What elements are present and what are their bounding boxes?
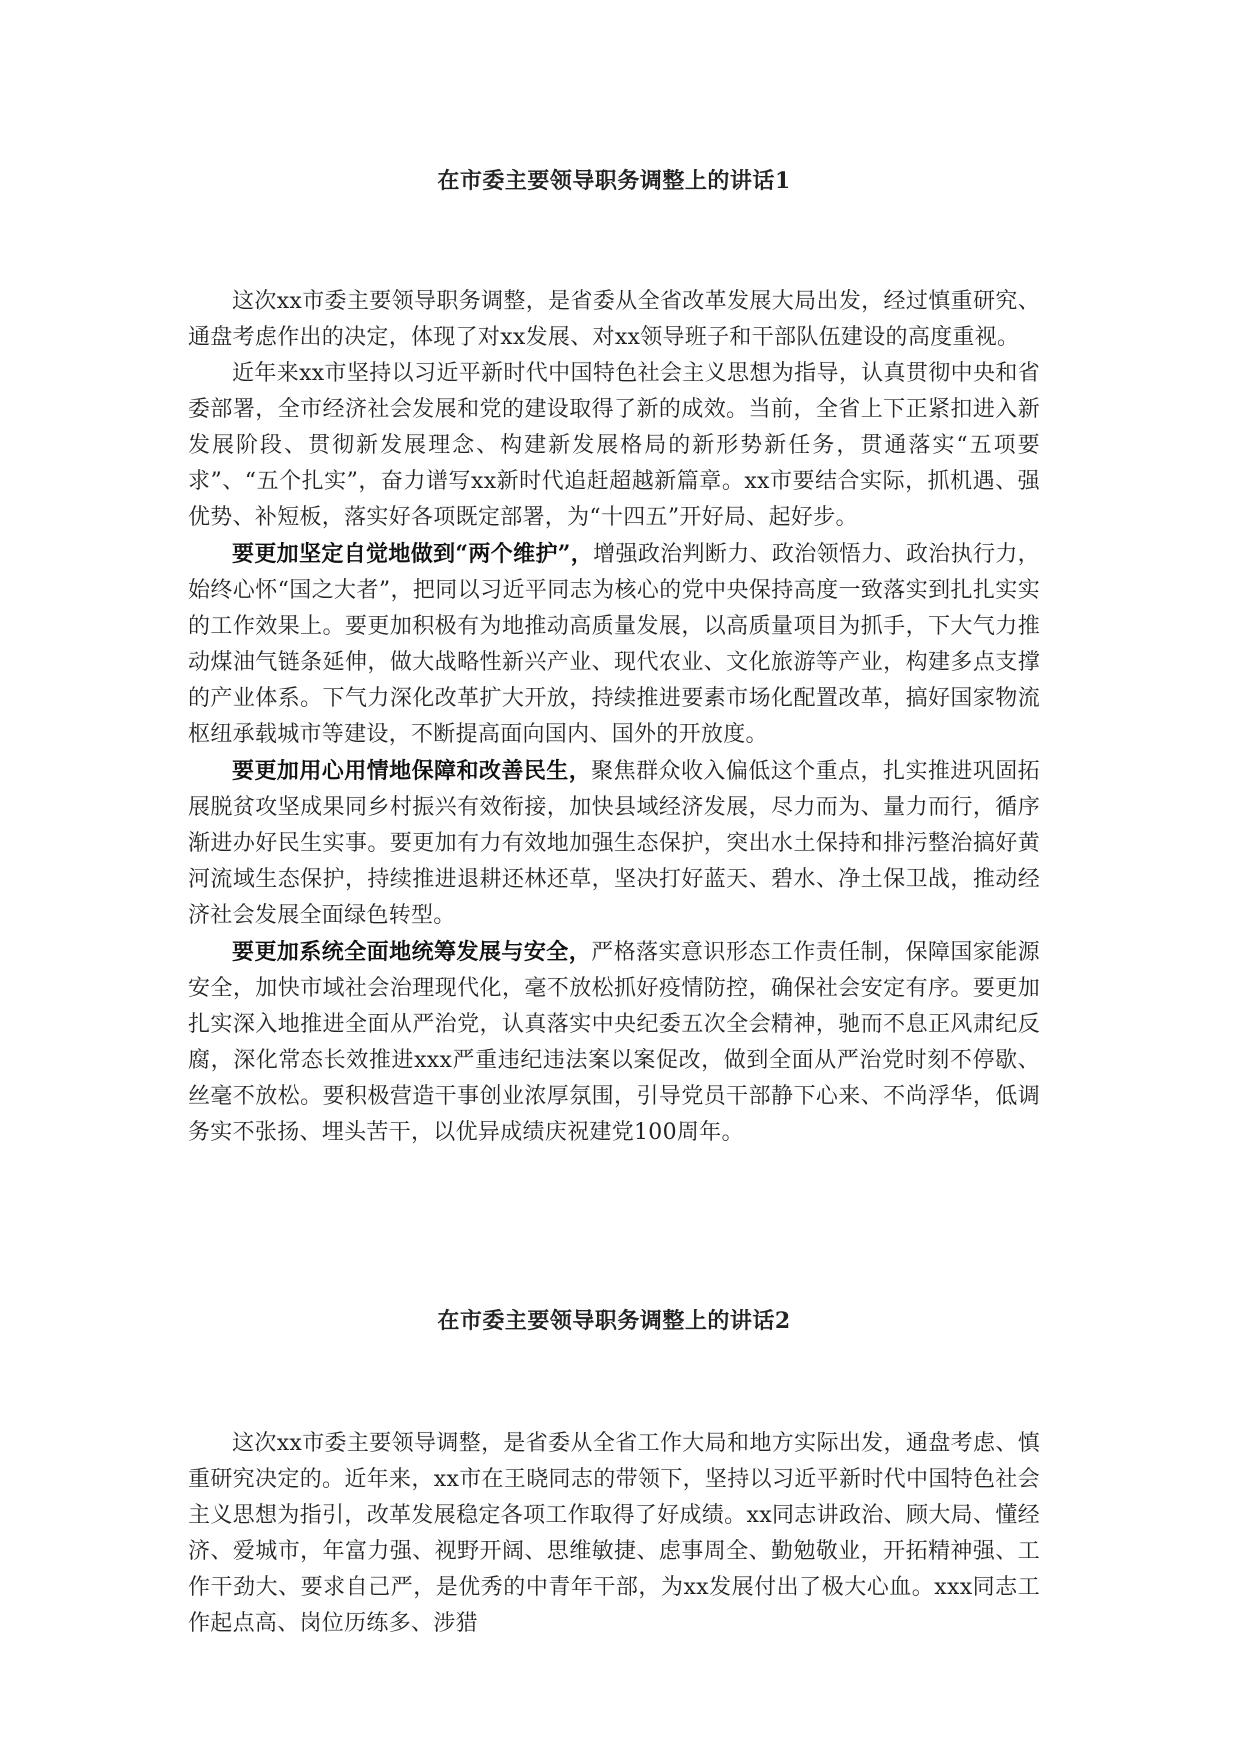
section-body	[188, 284, 1040, 1151]
paragraph-text: 这次xx市委主要领导调整，是省委从全省工作大局和地方实际出发，通盘考虑、慎重研究决定的。近年来，xx市在王晓同志的带领下，坚持以习近平新时代中国特色社会主义思想为指引，改革发展稳定各项工作取得了好成绩。xx同志讲政治、顾大局、懂经济、爱城市，年富力强、视野开阔、思维敏捷、虑事周全、勤勉敬业，开拓精神强、工作干劲大、要求自己严，是优秀的中青年干部，为xx发展付出了极大心血。xxx同志工作起点高、岗位历练多、涉猎	[188, 1431, 1040, 1636]
section-title: 在市委主要领导职务调整上的讲话1	[437, 168, 791, 194]
speech-section-2	[188, 1306, 1040, 1642]
section-body	[188, 1426, 1040, 1642]
paragraph	[188, 284, 1040, 356]
paragraph-text: 严格落实意识形态工作责任制，保障国家能源安全，加快市域社会治理现代化，毫不放松抓好疫情防控，确保社会安定有序。要更加扎实深入地推进全面从严治党，认真落实中央纪委五次全会精神，驰而不息正风肃纪反腐，深化常态长效推进xxx严重违纪违法案以案促改，做到全面从严治党时刻不停歇、丝毫不放松。要积极营造干事创业浓厚氛围，引导党员干部静下心来、不尚浮华，低调务实不张扬、埋头苦干，以优异成绩庆祝建党100周年。	[188, 940, 1040, 1145]
speech-section-1	[188, 166, 1040, 1151]
paragraph-lead: 要更加坚定自觉地做到“两个维护”，	[232, 541, 594, 567]
paragraph-text: 增强政治判断力、政治领悟力、政治执行力，始终心怀“国之大者”，把同以习近平同志为核心的党中央保持高度一致落实到扎扎实实的工作效果上。要更加积极有为地推动高质量发展，以高质量项目为抓手，下大气力推动煤油气链条延伸，做大战略性新兴产业、现代农业、文化旅游等产业，构建多点支撑的产业体系。下气力深化改革扩大开放，持续推进要素市场化配置改革，搞好国家物流枢纽承载城市等建设，不断提高面向国内、国外的开放度。	[188, 542, 1040, 747]
paragraph-text: 这次xx市委主要领导职务调整，是省委从全省改革发展大局出发，经过慎重研究、通盘考虑作出的决定，体现了对xx发展、对xx领导班子和干部队伍建设的高度重视。	[188, 289, 1040, 350]
paragraph-lead: 要更加系统全面地统筹发展与安全，	[232, 939, 592, 965]
paragraph-text: 近年来xx市坚持以习近平新时代中国特色社会主义思想为指导，认真贯彻中央和省委部署，全市经济社会发展和党的建设取得了新的成效。当前，全省上下正紧扣进入新发展阶段、贯彻新发展理念、构建新发展格局的新形势新任务，贯通落实“五项要求”、“五个扎实”，奋力谱写xx新时代追赶超越新篇章。xx市要结合实际，抓机遇、强优势、补短板，落实好各项既定部署，为“十四五”开好局、起好步。	[188, 361, 1040, 530]
paragraph	[188, 753, 1040, 934]
section-title: 在市委主要领导职务调整上的讲话2	[437, 1308, 791, 1334]
paragraph	[188, 356, 1040, 536]
paragraph-lead: 要更加用心用情地保障和改善民生，	[232, 758, 592, 784]
paragraph-text: 聚焦群众收入偏低这个重点，扎实推进巩固拓展脱贫攻坚成果同乡村振兴有效衔接，加快县域经济发展，尽力而为、量力而行，循序渐进办好民生实事。要更加有力有效地加强生态保护，突出水土保持和排污整治搞好黄河流域生态保护，持续推进退耕还林还草，坚决打好蓝天、碧水、净土保卫战，推动经济社会发展全面绿色转型。	[188, 759, 1040, 928]
paragraph	[188, 536, 1040, 753]
paragraph	[188, 934, 1040, 1151]
paragraph	[188, 1426, 1040, 1642]
